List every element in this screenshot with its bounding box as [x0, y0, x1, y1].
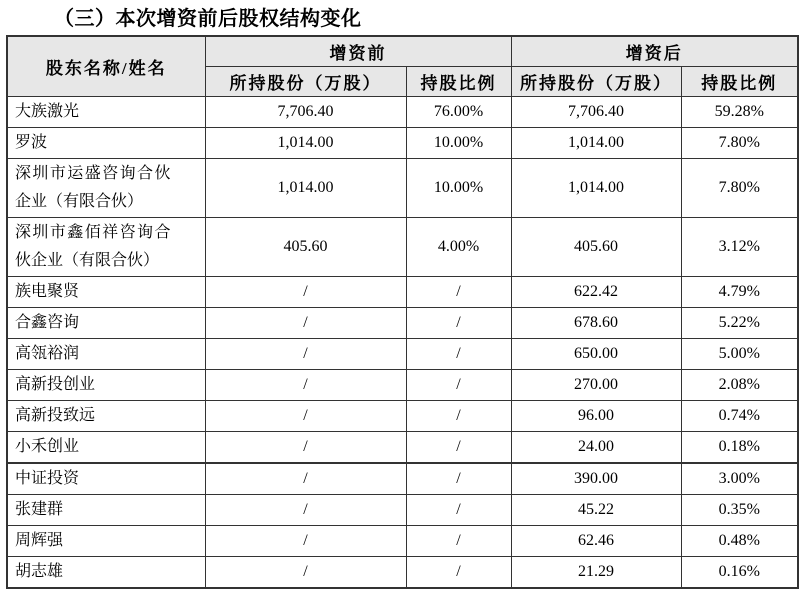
after-shares-cell: 24.00	[511, 431, 681, 463]
table-row	[7, 494, 798, 525]
shareholder-name-cell: 高新投创业	[7, 369, 205, 400]
after-shares-cell: 270.00	[511, 369, 681, 400]
before-shares-cell: /	[205, 431, 406, 463]
after-shares-cell: 678.60	[511, 307, 681, 338]
before-shares-cell: /	[205, 494, 406, 525]
column-group-after: 增资后	[511, 36, 798, 66]
before-ratio-cell: /	[406, 307, 511, 338]
after-shares-cell: 390.00	[511, 463, 681, 495]
after-shares-cell: 7,706.40	[511, 96, 681, 127]
table-row	[7, 217, 798, 276]
before-ratio-cell: /	[406, 338, 511, 369]
shareholder-name-cell: 周辉强	[7, 525, 205, 556]
page-title: （三）本次增资前后股权结构变化	[54, 8, 362, 30]
table-row	[7, 369, 798, 400]
after-shares-cell: 405.60	[511, 217, 681, 276]
after-ratio-cell: 0.74%	[681, 400, 798, 431]
before-shares-cell: 1,014.00	[205, 127, 406, 158]
after-ratio-cell: 0.18%	[681, 431, 798, 463]
before-ratio-cell: /	[406, 525, 511, 556]
shareholder-name-cell: 高新投致远	[7, 400, 205, 431]
before-ratio-cell: 10.00%	[406, 127, 511, 158]
before-shares-cell: 405.60	[205, 217, 406, 276]
shareholder-name-cell: 中证投资	[7, 463, 205, 495]
before-shares-cell: /	[205, 556, 406, 588]
after-shares-cell: 21.29	[511, 556, 681, 588]
shareholder-name-cell: 胡志雄	[7, 556, 205, 588]
table-row	[7, 276, 798, 307]
after-ratio-cell: 0.48%	[681, 525, 798, 556]
column-header-after-ratio: 持股比例	[681, 66, 798, 96]
table-row	[7, 431, 798, 463]
shareholding-table	[6, 35, 799, 589]
shareholder-name-cell: 合鑫咨询	[7, 307, 205, 338]
before-shares-cell: /	[205, 276, 406, 307]
after-ratio-cell: 5.00%	[681, 338, 798, 369]
table-row	[7, 338, 798, 369]
before-shares-cell: /	[205, 369, 406, 400]
before-shares-cell: /	[205, 400, 406, 431]
after-shares-cell: 622.42	[511, 276, 681, 307]
table-row	[7, 158, 798, 217]
before-ratio-cell: /	[406, 556, 511, 588]
before-ratio-cell: /	[406, 400, 511, 431]
after-ratio-cell: 3.12%	[681, 217, 798, 276]
shareholder-name-cell: 族电聚贤	[7, 276, 205, 307]
after-shares-cell: 1,014.00	[511, 158, 681, 217]
after-shares-cell: 650.00	[511, 338, 681, 369]
after-ratio-cell: 5.22%	[681, 307, 798, 338]
before-shares-cell: /	[205, 525, 406, 556]
shareholder-name-cell: 深圳市鑫佰祥咨询合伙企业（有限合伙）	[7, 217, 205, 276]
shareholder-name-cell: 罗波	[7, 127, 205, 158]
column-header-before-ratio: 持股比例	[406, 66, 511, 96]
table-body	[7, 96, 798, 588]
before-shares-cell: /	[205, 338, 406, 369]
before-ratio-cell: /	[406, 431, 511, 463]
table-row	[7, 400, 798, 431]
table-row	[7, 96, 798, 127]
before-ratio-cell: /	[406, 276, 511, 307]
before-ratio-cell: /	[406, 369, 511, 400]
column-header-before-shares: 所持股份（万股）	[205, 66, 406, 96]
after-ratio-cell: 7.80%	[681, 127, 798, 158]
column-header-shareholder: 股东名称/姓名	[7, 36, 205, 96]
table-row	[7, 307, 798, 338]
shareholder-name-cell: 张建群	[7, 494, 205, 525]
after-ratio-cell: 7.80%	[681, 158, 798, 217]
shareholder-name-cell: 深圳市运盛咨询合伙企业（有限合伙）	[7, 158, 205, 217]
after-shares-cell: 1,014.00	[511, 127, 681, 158]
before-ratio-cell: 10.00%	[406, 158, 511, 217]
after-ratio-cell: 0.35%	[681, 494, 798, 525]
after-shares-cell: 96.00	[511, 400, 681, 431]
shareholder-name-cell: 大族激光	[7, 96, 205, 127]
table-row	[7, 127, 798, 158]
table-header	[7, 36, 798, 96]
table-row	[7, 556, 798, 588]
after-ratio-cell: 3.00%	[681, 463, 798, 495]
before-shares-cell: /	[205, 463, 406, 495]
shareholder-name-cell: 小禾创业	[7, 431, 205, 463]
after-ratio-cell: 0.16%	[681, 556, 798, 588]
before-shares-cell: /	[205, 307, 406, 338]
before-ratio-cell: /	[406, 494, 511, 525]
column-header-after-shares: 所持股份（万股）	[511, 66, 681, 96]
table-row	[7, 463, 798, 495]
after-ratio-cell: 59.28%	[681, 96, 798, 127]
before-ratio-cell: 76.00%	[406, 96, 511, 127]
after-ratio-cell: 4.79%	[681, 276, 798, 307]
after-shares-cell: 62.46	[511, 525, 681, 556]
before-shares-cell: 1,014.00	[205, 158, 406, 217]
before-shares-cell: 7,706.40	[205, 96, 406, 127]
after-shares-cell: 45.22	[511, 494, 681, 525]
shareholder-name-cell: 高瓴裕润	[7, 338, 205, 369]
after-ratio-cell: 2.08%	[681, 369, 798, 400]
before-ratio-cell: /	[406, 463, 511, 495]
header-row-groups	[7, 36, 798, 66]
before-ratio-cell: 4.00%	[406, 217, 511, 276]
table-row	[7, 525, 798, 556]
column-group-before: 增资前	[205, 36, 511, 66]
